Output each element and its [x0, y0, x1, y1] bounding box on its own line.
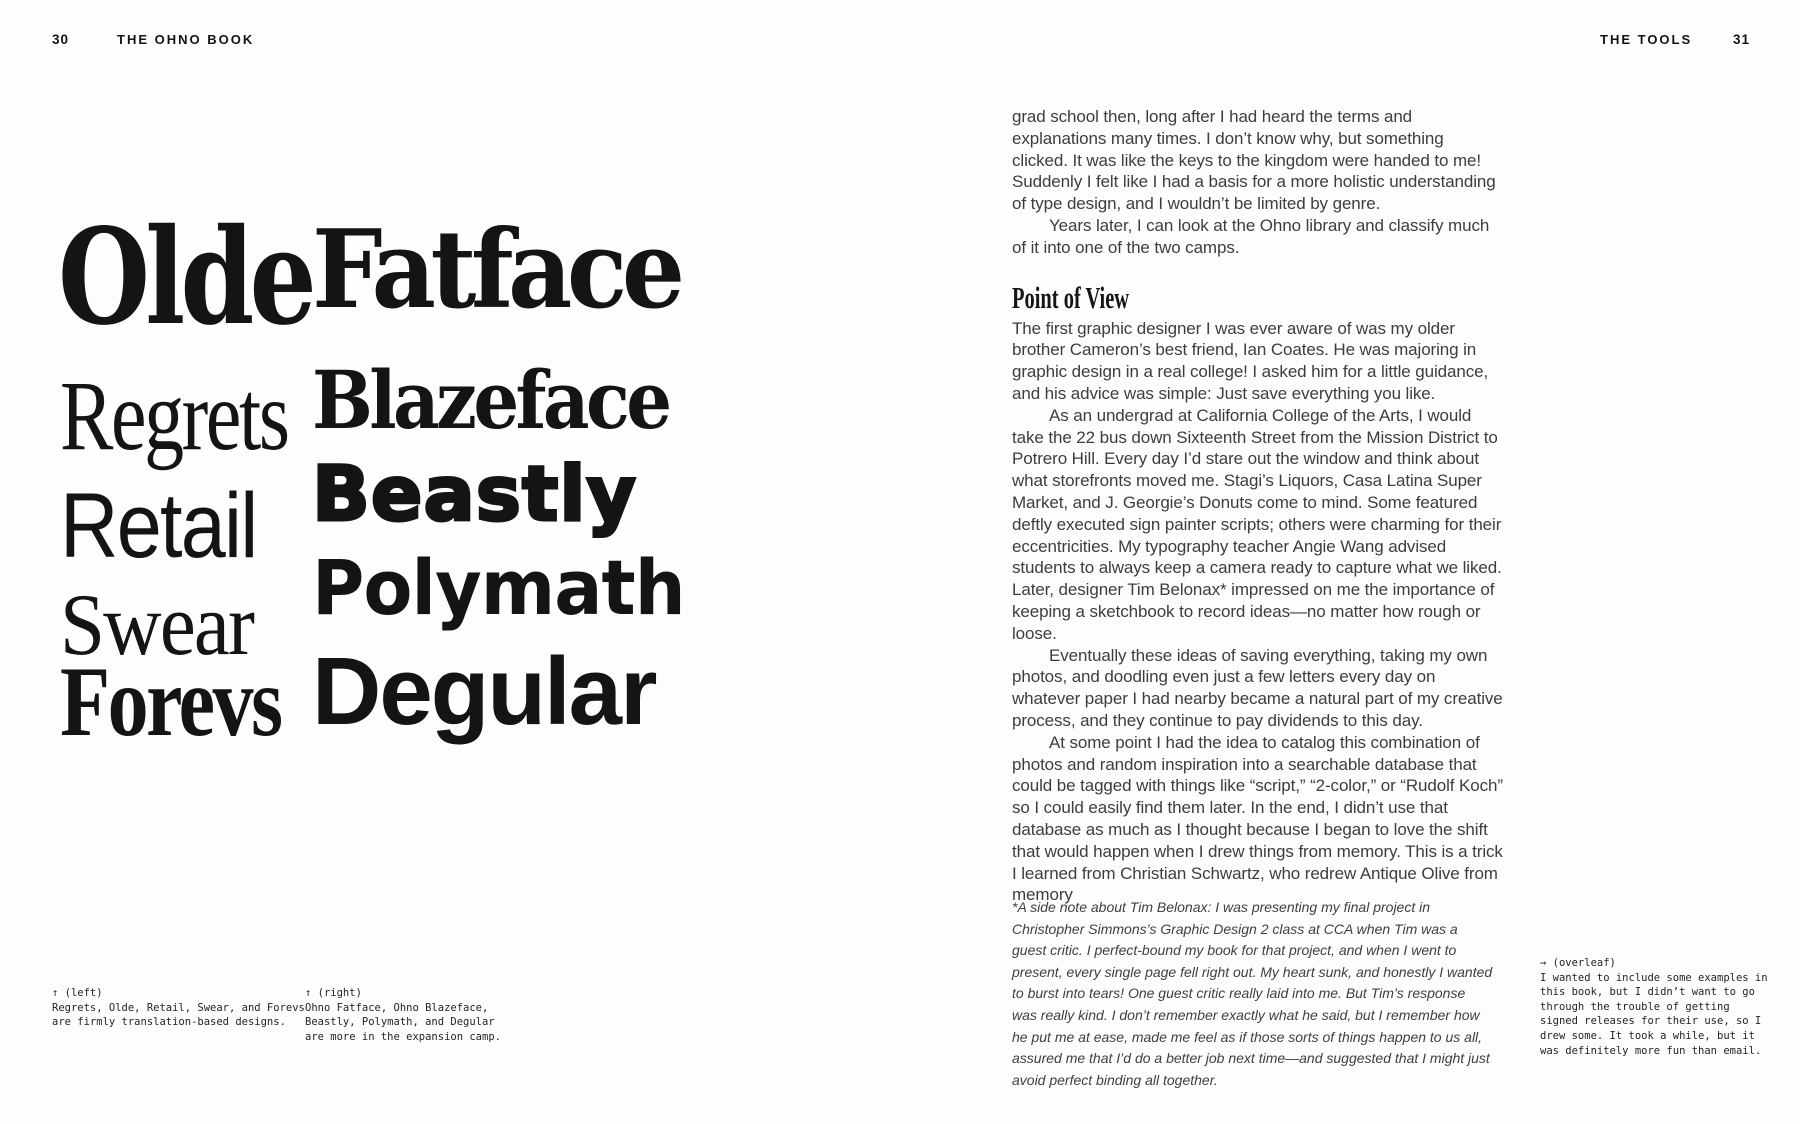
overleaf-note-text: I wanted to include some examples in this book, but I didn’t want to go through the trouble of getting signed releases for their use, so I drew some. It took a while, but it was definitely more fun than email. — [1540, 971, 1768, 1057]
page-number-left: 30 — [52, 32, 70, 47]
body-paragraph: At some point I had the idea to catalog this combination of photos and random inspiration into a searchable database that could be tagged with things like “script,” “2-color,” or “Rudolf Koch” so I could easily find them later. In the end, I didn’t use that database as much as I thought because I began to love the shift that would happen when I drew things from memory. This is a trick I learned from Christian Schwartz, who redrew Antique Olive from memory — [1012, 732, 1503, 905]
caption-left-label: ↑ (left) — [52, 987, 103, 999]
running-head-chapter-title: THE TOOLS — [1600, 32, 1693, 47]
specimen-fatface: Fatface — [312, 207, 680, 333]
body-paragraph: grad school then, long after I had heard the terms and explanations many times. I don’t know why, but something clicked. It was like the keys to the kingdom were handed to me! Suddenly I felt like I had a basis for a more holistic understanding of type design, and I wouldn’t be limited by genre. — [1012, 107, 1496, 214]
section-heading — [1012, 279, 1504, 315]
section-heading-text: Point of View — [1012, 279, 1130, 315]
overleaf-note-label: → (overleaf) — [1540, 957, 1616, 969]
specimen-polymath: Polymath — [312, 543, 685, 632]
specimen-forevs: Forevs — [60, 646, 281, 757]
article-column — [1012, 106, 1504, 906]
specimen-beastly: Beastly — [312, 449, 637, 538]
running-head-book-title: THE OHNO BOOK — [117, 32, 255, 47]
caption-right-text: Ohno Fatface, Ohno Blazeface, Beastly, Polymath, and Degular are more in the expansion camp. — [305, 1001, 501, 1043]
caption-right-label: ↑ (right) — [305, 987, 362, 999]
body-paragraph: Eventually these ideas of saving everything, taking my own photos, and doodling even just a few letters every day on whatever paper I had nearby became a natural part of my creative process, and they continue to pay dividends to this day. — [1012, 645, 1503, 730]
overleaf-note — [1540, 956, 1772, 1058]
specimen-swear: Swear — [60, 577, 254, 674]
specimen-blazeface: Blazeface — [312, 353, 669, 447]
specimen-degular: Degular — [312, 638, 656, 745]
body-paragraph: As an undergrad at California College of the Arts, I would take the 22 bus down Sixteenth Street from the Mission District to Potrero Hill. Every day I’d stare out the window and think about what storefronts moved me. Stagi’s Liquors, Casa Latina Super Market, and J. Georgie’s Donuts come to mind. Some featured deftly executed sign painter scripts; others were charming for their eccentricities. My typography teacher Angie Wang advised students to always keep a camera ready to capture what we liked. Later, designer Tim Belonax* impressed on me the importance of keeping a sketchbook to record ideas—no matter how rough or loose. — [1012, 405, 1502, 643]
caption-left-text: Regrets, Olde, Retail, Swear, and Forevs are firmly translation-based designs. — [52, 1001, 305, 1029]
body-paragraph: Years later, I can look at the Ohno library and classify much of it into one of the two camps. — [1012, 215, 1490, 257]
footnote: *A side note about Tim Belonax: I was presenting my final project in Christopher Simmons’s Graphic Design 2 class at CCA when Tim was a guest critic. I perfect-bound my book for that project, and when I went to present, every single page fell right out. My heart sunk, and honestly I wanted to burst into tears! One guest critic really laid into me. But Tim’s response was really kind. I don’t remember exactly what he said, but I remember how he put me at ease, made me feel as if those sorts of things happen to us all, assured me that I’d do a better job next time—and suggested that I might just avoid perfect binding all together. — [1012, 899, 1493, 1088]
body-paragraph: The first graphic designer I was ever aware of was my older brother Cameron’s best friend, Ian Coates. He was majoring in graphic design in a real college! I asked him for a little guidance, and his advice was simple: Just save everything you like. — [1012, 318, 1489, 403]
caption-right — [305, 986, 505, 1044]
specimen-retail: Retail — [60, 475, 257, 577]
specimen-regrets: Regrets — [60, 360, 288, 471]
caption-left — [52, 986, 314, 1030]
page-number-right: 31 — [1733, 32, 1751, 47]
specimen-olde: Olde — [58, 200, 312, 355]
